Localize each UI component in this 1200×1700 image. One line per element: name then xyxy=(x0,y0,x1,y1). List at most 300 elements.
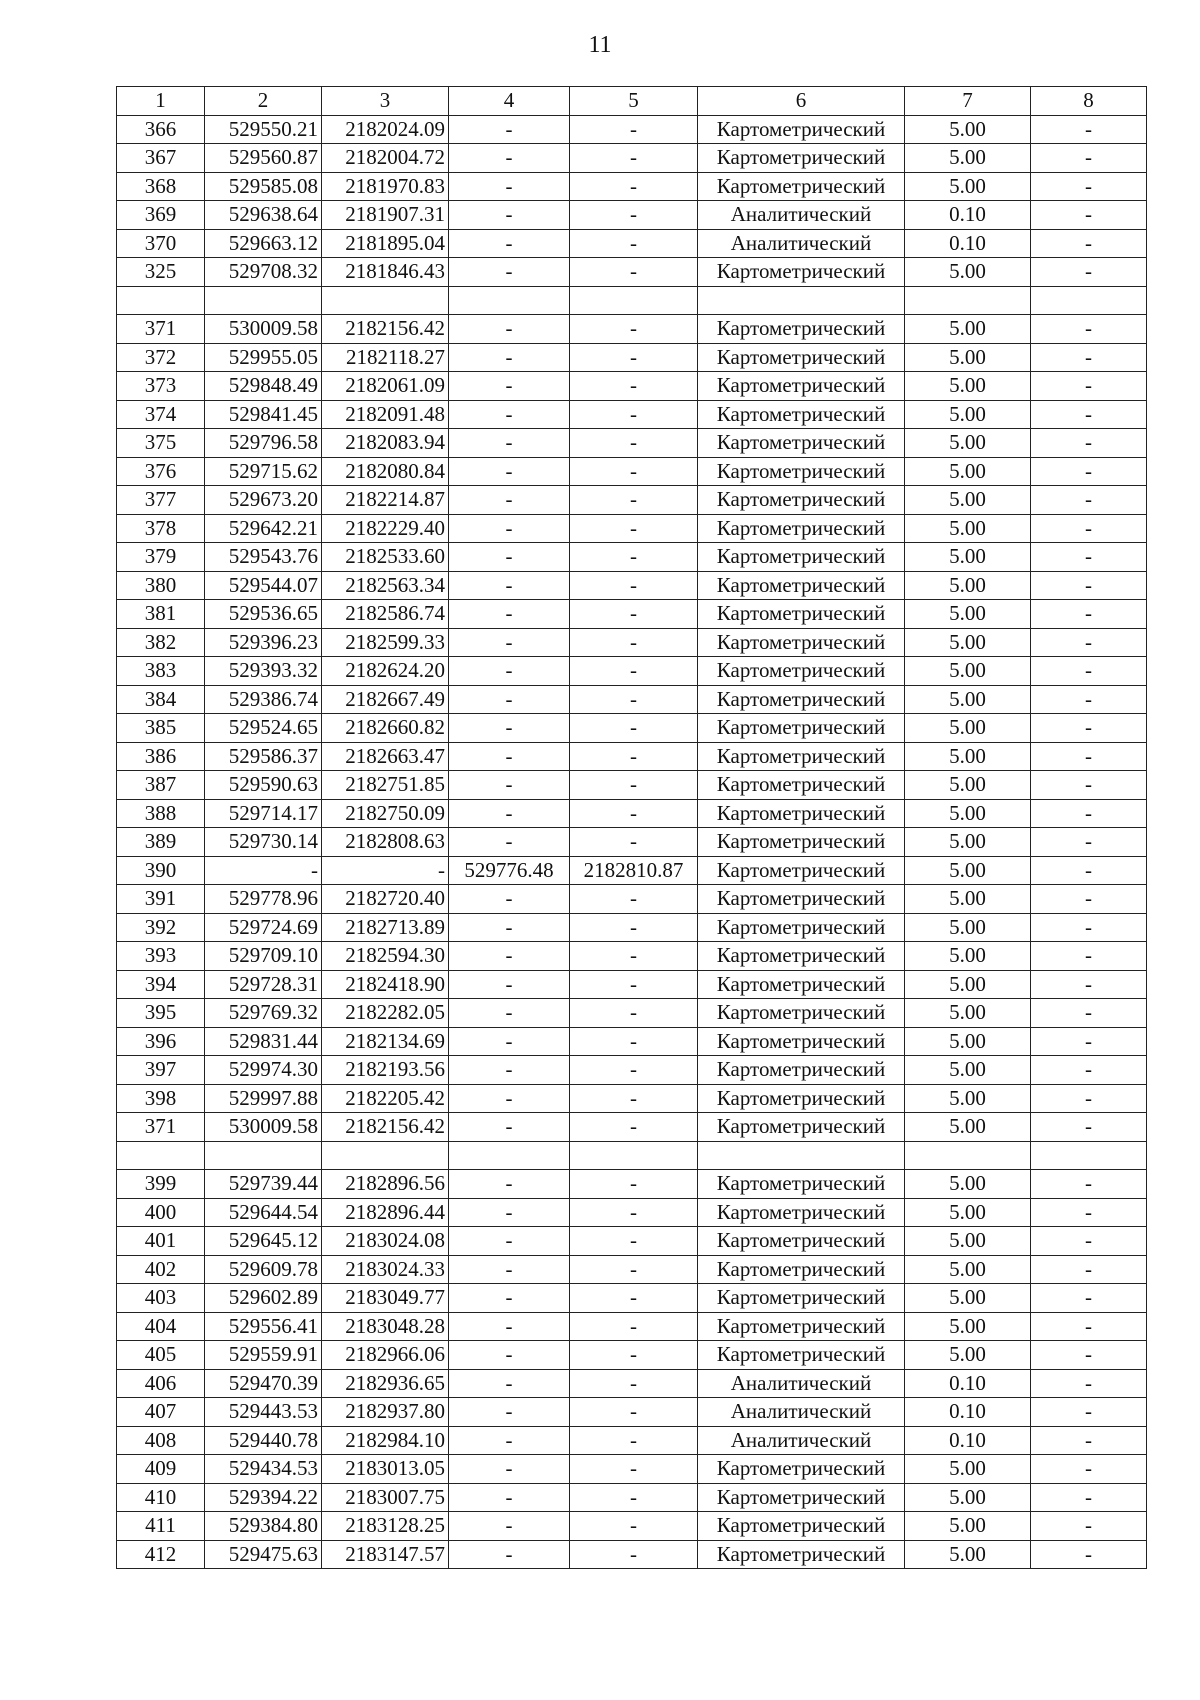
table-row xyxy=(117,372,1147,401)
table-row xyxy=(117,885,1147,914)
point-number-cell: 400 xyxy=(117,1198,205,1227)
point-number-cell: 381 xyxy=(117,600,205,629)
x-coordinate-cell: 529841.45 xyxy=(205,400,322,429)
x-coordinate-cell: 529560.87 xyxy=(205,144,322,173)
x-new-cell: - xyxy=(449,514,570,543)
y-new-cell: - xyxy=(570,372,698,401)
x-new-cell: - xyxy=(449,144,570,173)
x-coordinate-cell: 529645.12 xyxy=(205,1227,322,1256)
y-new-cell: - xyxy=(570,486,698,515)
method-cell: Картометрический xyxy=(698,486,905,515)
accuracy-cell: 5.00 xyxy=(905,1483,1031,1512)
accuracy-cell: 5.00 xyxy=(905,828,1031,857)
y-new-cell: - xyxy=(570,429,698,458)
y-coordinate-cell: 2182750.09 xyxy=(322,799,449,828)
accuracy-cell: 5.00 xyxy=(905,1027,1031,1056)
method-cell: Картометрический xyxy=(698,799,905,828)
x-coordinate-cell: 529739.44 xyxy=(205,1170,322,1199)
y-coordinate-cell: 2182663.47 xyxy=(322,742,449,771)
x-new-cell: - xyxy=(449,942,570,971)
accuracy-cell: 5.00 xyxy=(905,799,1031,828)
y-coordinate-cell: 2182713.89 xyxy=(322,913,449,942)
table-row xyxy=(117,343,1147,372)
x-new-cell: - xyxy=(449,1540,570,1569)
method-cell: Картометрический xyxy=(698,628,905,657)
description-cell: - xyxy=(1031,429,1147,458)
method-cell: Картометрический xyxy=(698,685,905,714)
description-cell: - xyxy=(1031,229,1147,258)
x-coordinate-cell: 529440.78 xyxy=(205,1426,322,1455)
y-new-cell: - xyxy=(570,685,698,714)
table-row xyxy=(117,315,1147,344)
y-coordinate-cell: 2182808.63 xyxy=(322,828,449,857)
accuracy-cell: 5.00 xyxy=(905,1312,1031,1341)
point-number-cell: 379 xyxy=(117,543,205,572)
y-coordinate-cell: - xyxy=(322,856,449,885)
point-number-cell: 374 xyxy=(117,400,205,429)
method-cell: Картометрический xyxy=(698,1170,905,1199)
description-cell: - xyxy=(1031,628,1147,657)
y-coordinate-cell: 2182156.42 xyxy=(322,1113,449,1142)
y-new-cell: - xyxy=(570,1227,698,1256)
y-coordinate-cell: 2183024.08 xyxy=(322,1227,449,1256)
accuracy-cell: 5.00 xyxy=(905,771,1031,800)
table-row xyxy=(117,771,1147,800)
y-coordinate-cell: 2182193.56 xyxy=(322,1056,449,1085)
x-new-cell: - xyxy=(449,1255,570,1284)
point-number-cell: 383 xyxy=(117,657,205,686)
method-cell: Картометрический xyxy=(698,172,905,201)
y-new-cell: - xyxy=(570,799,698,828)
x-coordinate-cell: 529642.21 xyxy=(205,514,322,543)
table-row xyxy=(117,1540,1147,1569)
method-cell: Картометрический xyxy=(698,315,905,344)
point-number-cell xyxy=(117,1141,205,1170)
table-row xyxy=(117,1255,1147,1284)
accuracy-cell: 5.00 xyxy=(905,115,1031,144)
description-cell xyxy=(1031,286,1147,315)
point-number-cell: 398 xyxy=(117,1084,205,1113)
y-new-cell: - xyxy=(570,229,698,258)
y-new-cell: - xyxy=(570,628,698,657)
x-coordinate-cell: 530009.58 xyxy=(205,1113,322,1142)
method-cell: Аналитический xyxy=(698,201,905,230)
y-coordinate-cell: 2182156.42 xyxy=(322,315,449,344)
description-cell: - xyxy=(1031,514,1147,543)
x-coordinate-cell: 529396.23 xyxy=(205,628,322,657)
y-coordinate-cell: 2182418.90 xyxy=(322,970,449,999)
column-header: 6 xyxy=(698,87,905,116)
description-cell: - xyxy=(1031,828,1147,857)
x-coordinate-cell: 529586.37 xyxy=(205,742,322,771)
accuracy-cell: 0.10 xyxy=(905,1369,1031,1398)
x-coordinate-cell: 529536.65 xyxy=(205,600,322,629)
point-number-cell: 373 xyxy=(117,372,205,401)
description-cell: - xyxy=(1031,1170,1147,1199)
method-cell: Картометрический xyxy=(698,400,905,429)
table-header xyxy=(117,87,1147,116)
method-cell: Картометрический xyxy=(698,1540,905,1569)
point-number-cell: 382 xyxy=(117,628,205,657)
y-new-cell xyxy=(570,286,698,315)
accuracy-cell: 0.10 xyxy=(905,1398,1031,1427)
table-row xyxy=(117,913,1147,942)
y-coordinate-cell: 2183128.25 xyxy=(322,1512,449,1541)
table-row xyxy=(117,828,1147,857)
y-coordinate-cell: 2182004.72 xyxy=(322,144,449,173)
y-coordinate-cell: 2183024.33 xyxy=(322,1255,449,1284)
method-cell: Картометрический xyxy=(698,514,905,543)
accuracy-cell: 5.00 xyxy=(905,885,1031,914)
description-cell: - xyxy=(1031,1227,1147,1256)
point-number-cell: 380 xyxy=(117,571,205,600)
table-row xyxy=(117,628,1147,657)
table-row xyxy=(117,1398,1147,1427)
y-coordinate-cell xyxy=(322,1141,449,1170)
x-new-cell: - xyxy=(449,1027,570,1056)
x-new-cell: - xyxy=(449,571,570,600)
x-coordinate-cell: 529556.41 xyxy=(205,1312,322,1341)
y-new-cell: - xyxy=(570,315,698,344)
description-cell: - xyxy=(1031,913,1147,942)
accuracy-cell: 5.00 xyxy=(905,172,1031,201)
y-new-cell: - xyxy=(570,1426,698,1455)
table-row xyxy=(117,1284,1147,1313)
y-new-cell: - xyxy=(570,1455,698,1484)
method-cell: Картометрический xyxy=(698,1312,905,1341)
x-coordinate-cell: 529778.96 xyxy=(205,885,322,914)
method-cell: Картометрический xyxy=(698,1056,905,1085)
method-cell: Картометрический xyxy=(698,1198,905,1227)
y-new-cell: - xyxy=(570,828,698,857)
table-row xyxy=(117,543,1147,572)
y-coordinate-cell: 2182080.84 xyxy=(322,457,449,486)
description-cell: - xyxy=(1031,1198,1147,1227)
table-row xyxy=(117,1141,1147,1170)
y-coordinate-cell: 2182936.65 xyxy=(322,1369,449,1398)
description-cell: - xyxy=(1031,799,1147,828)
y-new-cell: - xyxy=(570,571,698,600)
description-cell: - xyxy=(1031,457,1147,486)
x-coordinate-cell: 529728.31 xyxy=(205,970,322,999)
page-number: 11 xyxy=(588,32,612,58)
point-number-cell xyxy=(117,286,205,315)
point-number-cell: 405 xyxy=(117,1341,205,1370)
x-new-cell: - xyxy=(449,400,570,429)
x-coordinate-cell: 529475.63 xyxy=(205,1540,322,1569)
accuracy-cell: 5.00 xyxy=(905,400,1031,429)
description-cell: - xyxy=(1031,657,1147,686)
y-new-cell: - xyxy=(570,742,698,771)
x-new-cell: - xyxy=(449,1056,570,1085)
point-number-cell: 393 xyxy=(117,942,205,971)
table-row xyxy=(117,1341,1147,1370)
y-new-cell: - xyxy=(570,999,698,1028)
y-new-cell: - xyxy=(570,1312,698,1341)
table-row xyxy=(117,856,1147,885)
y-new-cell: - xyxy=(570,172,698,201)
x-coordinate-cell: 529559.91 xyxy=(205,1341,322,1370)
point-number-cell: 371 xyxy=(117,315,205,344)
x-coordinate-cell: 529550.21 xyxy=(205,115,322,144)
description-cell: - xyxy=(1031,1455,1147,1484)
y-new-cell: - xyxy=(570,600,698,629)
x-coordinate-cell: 529663.12 xyxy=(205,229,322,258)
accuracy-cell: 5.00 xyxy=(905,742,1031,771)
method-cell: Картометрический xyxy=(698,970,905,999)
y-new-cell: - xyxy=(570,1483,698,1512)
y-new-cell: - xyxy=(570,1398,698,1427)
table-row xyxy=(117,657,1147,686)
table-row xyxy=(117,571,1147,600)
description-cell: - xyxy=(1031,1312,1147,1341)
x-coordinate-cell: 530009.58 xyxy=(205,315,322,344)
y-new-cell: - xyxy=(570,714,698,743)
y-coordinate-cell: 2181846.43 xyxy=(322,258,449,287)
y-coordinate-cell: 2182533.60 xyxy=(322,543,449,572)
accuracy-cell: 0.10 xyxy=(905,201,1031,230)
x-new-cell: - xyxy=(449,970,570,999)
table-row xyxy=(117,172,1147,201)
table-row xyxy=(117,1483,1147,1512)
accuracy-cell: 5.00 xyxy=(905,600,1031,629)
x-new-cell: - xyxy=(449,543,570,572)
method-cell: Картометрический xyxy=(698,828,905,857)
description-cell: - xyxy=(1031,742,1147,771)
description-cell: - xyxy=(1031,942,1147,971)
description-cell: - xyxy=(1031,1084,1147,1113)
y-new-cell: - xyxy=(570,885,698,914)
x-coordinate-cell: 529848.49 xyxy=(205,372,322,401)
description-cell: - xyxy=(1031,885,1147,914)
x-new-cell xyxy=(449,286,570,315)
point-number-cell: 389 xyxy=(117,828,205,857)
description-cell: - xyxy=(1031,1341,1147,1370)
x-new-cell: - xyxy=(449,1512,570,1541)
method-cell: Картометрический xyxy=(698,457,905,486)
point-number-cell: 403 xyxy=(117,1284,205,1313)
accuracy-cell: 5.00 xyxy=(905,1198,1031,1227)
column-header: 8 xyxy=(1031,87,1147,116)
x-coordinate-cell: 529590.63 xyxy=(205,771,322,800)
method-cell: Картометрический xyxy=(698,1255,905,1284)
method-cell: Картометрический xyxy=(698,913,905,942)
x-new-cell: - xyxy=(449,1227,570,1256)
method-cell: Картометрический xyxy=(698,1483,905,1512)
x-coordinate-cell: 529602.89 xyxy=(205,1284,322,1313)
x-new-cell: - xyxy=(449,1170,570,1199)
method-cell: Картометрический xyxy=(698,856,905,885)
y-new-cell: - xyxy=(570,457,698,486)
y-new-cell: - xyxy=(570,1540,698,1569)
y-coordinate-cell: 2183147.57 xyxy=(322,1540,449,1569)
y-coordinate-cell: 2182214.87 xyxy=(322,486,449,515)
y-coordinate-cell: 2182205.42 xyxy=(322,1084,449,1113)
x-new-cell: - xyxy=(449,201,570,230)
x-new-cell: - xyxy=(449,885,570,914)
table-row xyxy=(117,115,1147,144)
x-coordinate-cell: - xyxy=(205,856,322,885)
x-new-cell: - xyxy=(449,1455,570,1484)
method-cell: Картометрический xyxy=(698,1284,905,1313)
accuracy-cell: 5.00 xyxy=(905,457,1031,486)
x-coordinate-cell: 529386.74 xyxy=(205,685,322,714)
x-new-cell: - xyxy=(449,742,570,771)
description-cell: - xyxy=(1031,1540,1147,1569)
description-cell: - xyxy=(1031,486,1147,515)
table-row xyxy=(117,1369,1147,1398)
accuracy-cell: 5.00 xyxy=(905,685,1031,714)
point-number-cell: 410 xyxy=(117,1483,205,1512)
y-coordinate-cell: 2182966.06 xyxy=(322,1341,449,1370)
x-coordinate-cell: 529730.14 xyxy=(205,828,322,857)
accuracy-cell xyxy=(905,1141,1031,1170)
table-row xyxy=(117,1056,1147,1085)
table-row xyxy=(117,286,1147,315)
point-number-cell: 404 xyxy=(117,1312,205,1341)
accuracy-cell: 5.00 xyxy=(905,144,1031,173)
accuracy-cell: 5.00 xyxy=(905,628,1031,657)
x-coordinate-cell: 529544.07 xyxy=(205,571,322,600)
method-cell: Картометрический xyxy=(698,1113,905,1142)
x-coordinate-cell: 529708.32 xyxy=(205,258,322,287)
accuracy-cell: 5.00 xyxy=(905,657,1031,686)
y-coordinate-cell: 2182751.85 xyxy=(322,771,449,800)
x-new-cell: - xyxy=(449,172,570,201)
y-coordinate-cell: 2182594.30 xyxy=(322,942,449,971)
x-new-cell: - xyxy=(449,1426,570,1455)
method-cell: Аналитический xyxy=(698,229,905,258)
description-cell: - xyxy=(1031,543,1147,572)
method-cell: Картометрический xyxy=(698,343,905,372)
accuracy-cell: 5.00 xyxy=(905,514,1031,543)
x-coordinate-cell: 529769.32 xyxy=(205,999,322,1028)
method-cell: Аналитический xyxy=(698,1426,905,1455)
x-new-cell xyxy=(449,1141,570,1170)
y-coordinate-cell: 2183049.77 xyxy=(322,1284,449,1313)
x-coordinate-cell: 529585.08 xyxy=(205,172,322,201)
table-row xyxy=(117,1198,1147,1227)
x-coordinate-cell: 529609.78 xyxy=(205,1255,322,1284)
x-new-cell: - xyxy=(449,1198,570,1227)
table-row xyxy=(117,1455,1147,1484)
x-new-cell: - xyxy=(449,1084,570,1113)
x-coordinate-cell: 529714.17 xyxy=(205,799,322,828)
description-cell: - xyxy=(1031,372,1147,401)
accuracy-cell: 5.00 xyxy=(905,1227,1031,1256)
accuracy-cell: 5.00 xyxy=(905,714,1031,743)
method-cell: Картометрический xyxy=(698,115,905,144)
description-cell: - xyxy=(1031,1056,1147,1085)
description-cell: - xyxy=(1031,714,1147,743)
y-coordinate-cell: 2182984.10 xyxy=(322,1426,449,1455)
y-coordinate-cell: 2181907.31 xyxy=(322,201,449,230)
y-coordinate-cell: 2181895.04 xyxy=(322,229,449,258)
y-coordinate-cell: 2182660.82 xyxy=(322,714,449,743)
method-cell: Картометрический xyxy=(698,1027,905,1056)
y-coordinate-cell: 2182024.09 xyxy=(322,115,449,144)
table-row xyxy=(117,258,1147,287)
x-coordinate-cell: 529997.88 xyxy=(205,1084,322,1113)
accuracy-cell: 5.00 xyxy=(905,1284,1031,1313)
y-coordinate-cell: 2182563.34 xyxy=(322,571,449,600)
point-number-cell: 408 xyxy=(117,1426,205,1455)
accuracy-cell: 5.00 xyxy=(905,942,1031,971)
y-new-cell: 2182810.87 xyxy=(570,856,698,885)
x-coordinate-cell: 529955.05 xyxy=(205,343,322,372)
x-new-cell: - xyxy=(449,315,570,344)
table-row xyxy=(117,685,1147,714)
y-coordinate-cell: 2182083.94 xyxy=(322,429,449,458)
method-cell: Картометрический xyxy=(698,1084,905,1113)
point-number-cell: 325 xyxy=(117,258,205,287)
method-cell: Картометрический xyxy=(698,144,905,173)
point-number-cell: 406 xyxy=(117,1369,205,1398)
y-new-cell: - xyxy=(570,771,698,800)
method-cell: Картометрический xyxy=(698,942,905,971)
y-new-cell: - xyxy=(570,1113,698,1142)
x-new-cell: - xyxy=(449,115,570,144)
x-coordinate-cell: 529470.39 xyxy=(205,1369,322,1398)
description-cell: - xyxy=(1031,1426,1147,1455)
table-row xyxy=(117,1227,1147,1256)
table-row xyxy=(117,1170,1147,1199)
x-new-cell: - xyxy=(449,999,570,1028)
table-row xyxy=(117,514,1147,543)
x-coordinate-cell: 529709.10 xyxy=(205,942,322,971)
point-number-cell: 412 xyxy=(117,1540,205,1569)
y-new-cell: - xyxy=(570,1027,698,1056)
description-cell: - xyxy=(1031,970,1147,999)
y-new-cell: - xyxy=(570,543,698,572)
x-new-cell: - xyxy=(449,1398,570,1427)
x-new-cell: - xyxy=(449,429,570,458)
point-number-cell: 402 xyxy=(117,1255,205,1284)
point-number-cell: 367 xyxy=(117,144,205,173)
y-new-cell: - xyxy=(570,115,698,144)
y-coordinate-cell: 2182118.27 xyxy=(322,343,449,372)
point-number-cell: 385 xyxy=(117,714,205,743)
table-row xyxy=(117,799,1147,828)
y-new-cell: - xyxy=(570,1284,698,1313)
point-number-cell: 369 xyxy=(117,201,205,230)
method-cell: Картометрический xyxy=(698,771,905,800)
point-number-cell: 375 xyxy=(117,429,205,458)
table-row xyxy=(117,970,1147,999)
method-cell: Картометрический xyxy=(698,1341,905,1370)
method-cell: Картометрический xyxy=(698,372,905,401)
column-header: 1 xyxy=(117,87,205,116)
x-coordinate-cell: 529644.54 xyxy=(205,1198,322,1227)
method-cell: Картометрический xyxy=(698,1455,905,1484)
y-coordinate-cell: 2182667.49 xyxy=(322,685,449,714)
y-coordinate-cell: 2182720.40 xyxy=(322,885,449,914)
point-number-cell: 390 xyxy=(117,856,205,885)
description-cell: - xyxy=(1031,1284,1147,1313)
y-coordinate-cell: 2183013.05 xyxy=(322,1455,449,1484)
point-number-cell: 409 xyxy=(117,1455,205,1484)
method-cell: Картометрический xyxy=(698,1512,905,1541)
y-new-cell: - xyxy=(570,400,698,429)
table-row xyxy=(117,144,1147,173)
x-coordinate-cell: 529796.58 xyxy=(205,429,322,458)
method-cell: Картометрический xyxy=(698,999,905,1028)
accuracy-cell: 5.00 xyxy=(905,543,1031,572)
x-new-cell: 529776.48 xyxy=(449,856,570,885)
description-cell: - xyxy=(1031,856,1147,885)
table-row xyxy=(117,1113,1147,1142)
table-row xyxy=(117,486,1147,515)
